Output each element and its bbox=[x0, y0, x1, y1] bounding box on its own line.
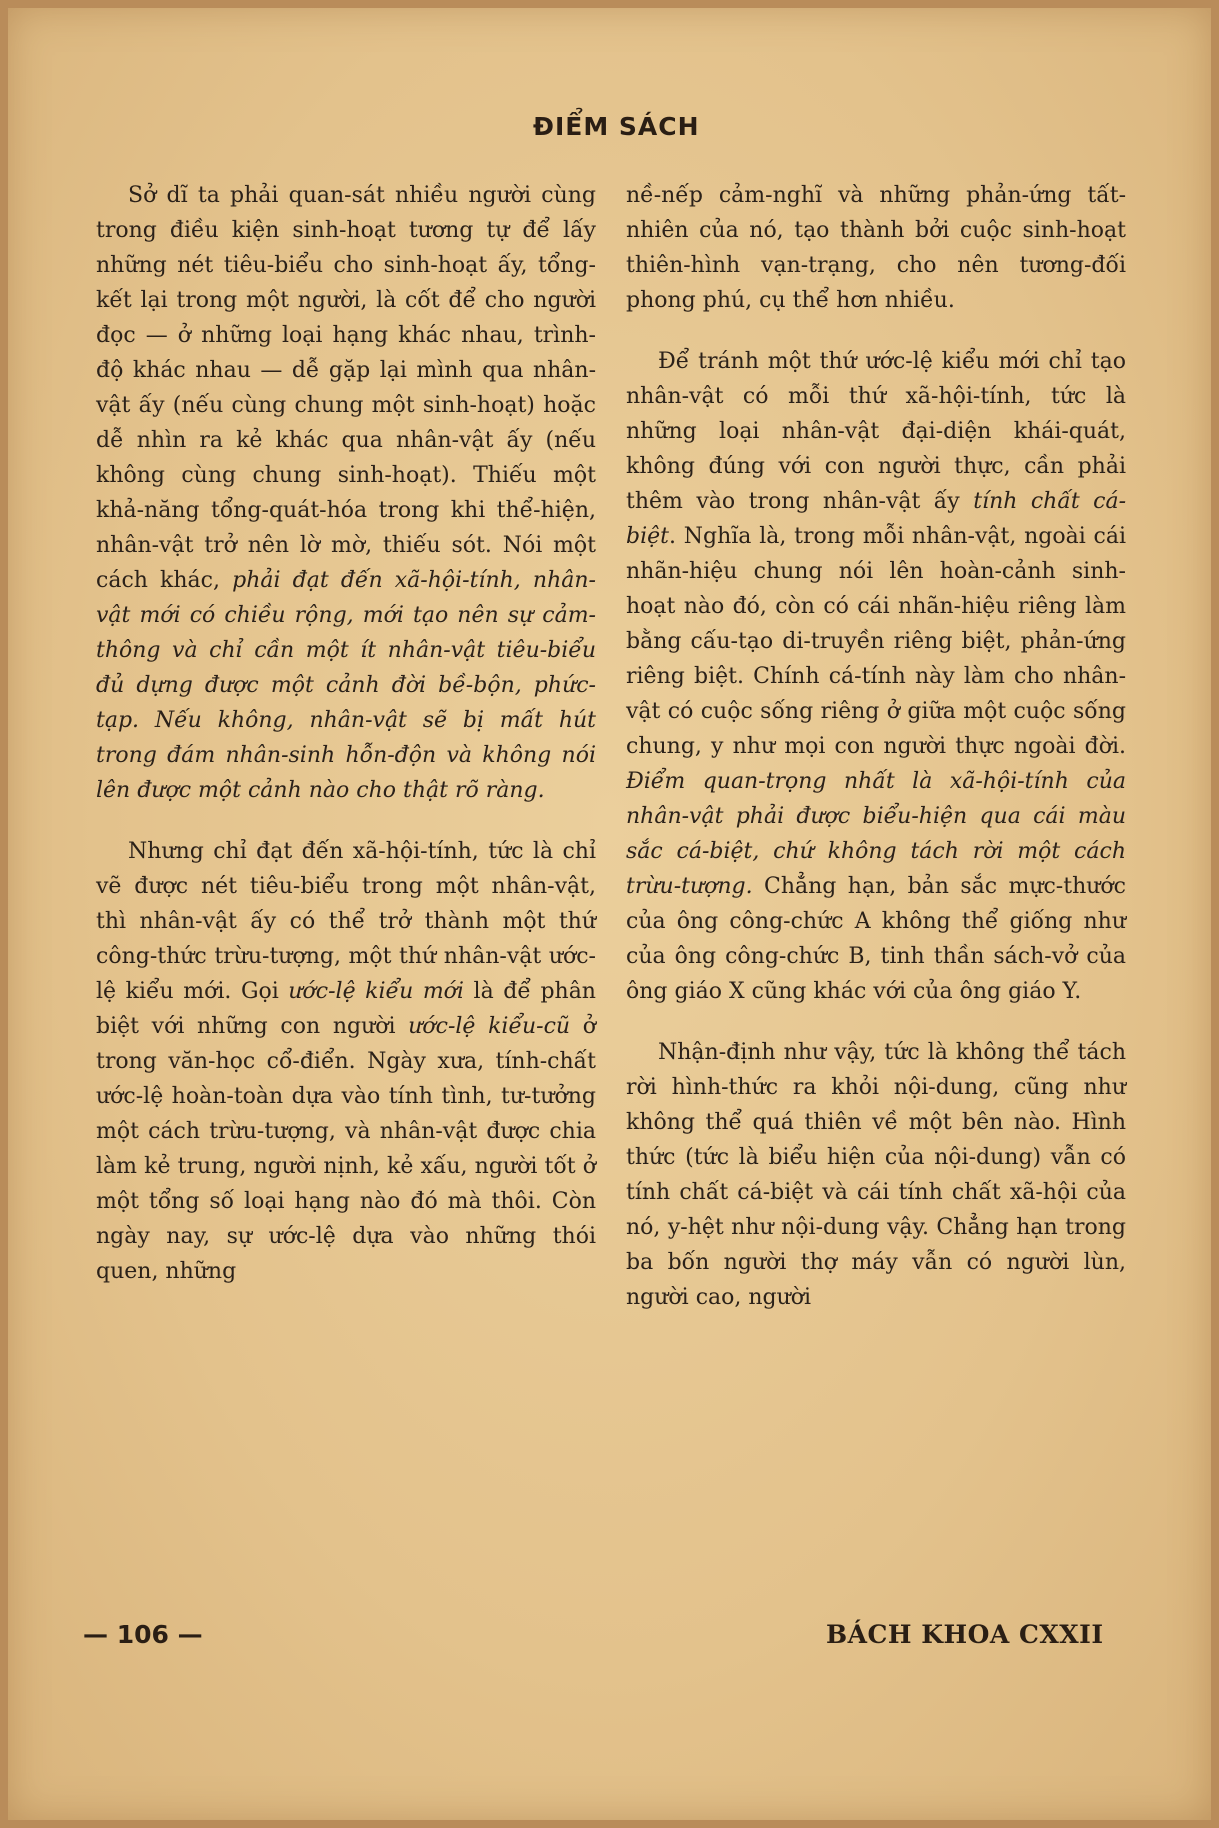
left-p1-italic: phải đạt đến xã-hội-tính, nhân-vật mới có chiều rộng, mới tạo nên sự cảm-thông và chỉ cần một ít nhân-vật tiêu-biểu đủ dựng được một cảnh đời bề-bộn, phức-tạp. Nếu không, nhân-vật sẽ bị mất hút trong đám nhân-sinh hỗn-độn và không nói lên được một cảnh nào cho thật rõ ràng. bbox=[96, 568, 596, 803]
left-paragraph-1 bbox=[96, 178, 596, 808]
left-p2-text-a: Nhưng chỉ đạt đến xã-hội-tính, tức là chỉ vẽ được nét tiêu-biểu trong một nhân-vật, thì nhân-vật ấy có thể trở thành một thứ công-thức trừu-tượng, một thứ nhân-vật ước-lệ kiểu mới. Gọi bbox=[96, 839, 596, 1004]
left-p2-text-b: là để phân biệt với những con người bbox=[96, 979, 596, 1039]
right-paragraph-2 bbox=[626, 344, 1126, 1009]
page-number: — 106 — bbox=[83, 1620, 203, 1649]
left-p2-italic-1: ước-lệ kiểu mới bbox=[288, 979, 464, 1004]
publication-name: BÁCH KHOA CXXII bbox=[826, 1620, 1104, 1649]
left-p2-italic-2: ước-lệ kiểu-cũ bbox=[408, 1014, 571, 1039]
left-paragraph-2 bbox=[96, 834, 596, 1289]
right-p2-italic-2: Điểm quan-trọng nhất là xã-hội-tính của nhân-vật phải được biểu-hiện qua cái màu sắc cá-biệt, chứ không tách rời một cách trừu-tượng. bbox=[626, 769, 1126, 899]
right-p2-text-b: . Nghĩa là, trong mỗi nhân-vật, ngoài cái nhãn-hiệu chung nói lên hoàn-cảnh sinh-hoạt nào đó, còn có cái nhãn-hiệu riêng làm bằng cấu-tạo di-truyền riêng biệt, phản-ứng riêng biệt. Chính cá-tính này làm cho nhân-vật có cuộc sống riêng ở giữa một cuộc sống chung, y như mọi con người thực ngoài đời. bbox=[626, 524, 1126, 759]
book-page bbox=[8, 8, 1211, 1820]
right-p2-italic-1: tính chất cá-biệt bbox=[626, 489, 1127, 549]
right-paragraph-3: Nhận-định như vậy, tức là không thể tách rời hình-thức ra khỏi nội-dung, cũng như không thể quá thiên về một bên nào. Hình thức (tức là biểu hiện của nội-dung) vẫn có tính chất cá-biệt và cái tính chất xã-hội của nó, y-hệt như nội-dung vậy. Chẳng hạn trong ba bốn người thợ máy vẫn có người lùn, người cao, người bbox=[626, 1040, 1126, 1310]
left-p1-text: Sở dĩ ta phải quan-sát nhiều người cùng trong điều kiện sinh-hoạt tương tự để lấy những nét tiêu-biểu cho sinh-hoạt ấy, tổng-kết lại trong một người, là cốt để cho người đọc — ở những loại hạng khác nhau, trình-độ khác nhau — dễ gặp lại mình qua nhân-vật ấy (nếu cùng chung một sinh-hoạt) hoặc dễ nhìn ra kẻ khác qua nhân-vật ấy (nếu không cùng chung sinh-hoạt). Thiếu một khả-năng tổng-quát-hóa trong khi thể-hiện, nhân-vật trở nên lờ mờ, thiếu sót. Nói một cách khác, bbox=[96, 183, 596, 593]
right-p2-text-a: Để tránh một thứ ước-lệ kiểu mới chỉ tạo nhân-vật có mỗi thứ xã-hội-tính, tức là những loại nhân-vật đại-diện khái-quát, không đúng với con người thực, cần phải thêm vào trong nhân-vật ấy bbox=[626, 349, 1126, 514]
left-p2-text-c: ở trong văn-học cổ-điển. Ngày xưa, tính-chất ước-lệ hoàn-toàn dựa vào tính tình, tư-tưởng một cách trừu-tượng, và nhân-vật được chia làm kẻ trung, người nịnh, kẻ xấu, người tốt ở một tổng số loại hạng nào đó mà thôi. Còn ngày nay, sự ước-lệ dựa vào những thói quen, những bbox=[96, 1014, 596, 1284]
section-title: ĐIỂM SÁCH bbox=[533, 112, 700, 141]
right-column bbox=[626, 178, 1126, 1341]
right-paragraph-1: nề-nếp cảm-nghĩ và những phản-ứng tất-nhiên của nó, tạo thành bởi cuộc sinh-hoạt thiên-hình vạn-trạng, cho nên tương-đối phong phú, cụ thể hơn nhiều. bbox=[626, 183, 1126, 313]
right-p2-text-c: Chẳng hạn, bản sắc mực-thước của ông công-chức A không thể giống như của ông công-chức B, tinh thần sách-vở của ông giáo X cũng khác với của ông giáo Y. bbox=[626, 874, 1126, 1004]
left-column bbox=[96, 178, 596, 1315]
